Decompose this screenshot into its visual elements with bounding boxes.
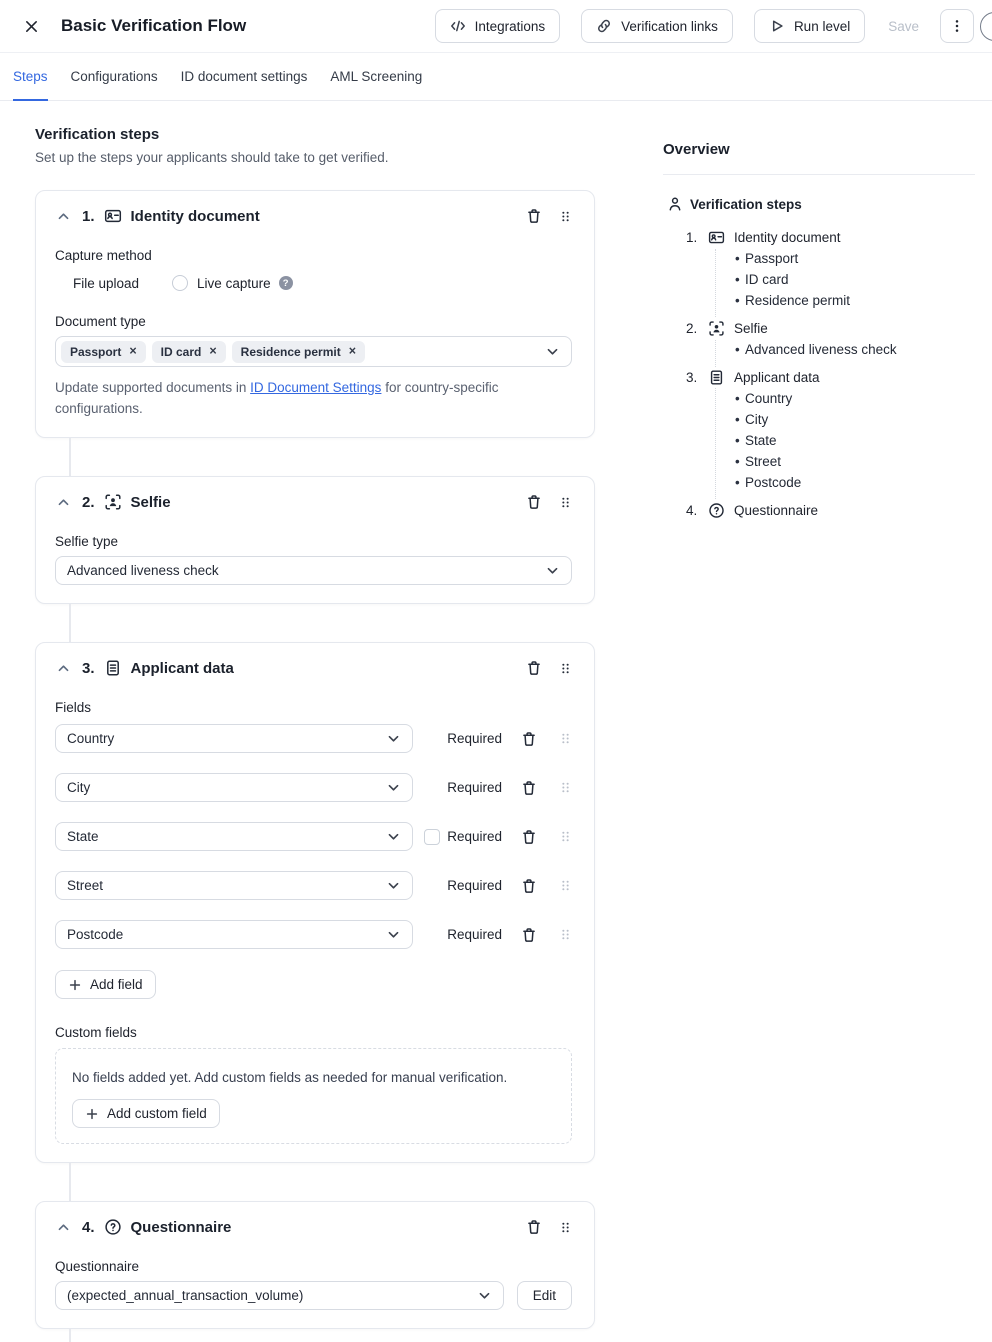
run-level-label: Run level bbox=[793, 18, 851, 34]
drag-dots-icon bbox=[559, 781, 572, 794]
overview-step-number: 3. bbox=[686, 370, 698, 385]
selfie-icon bbox=[708, 318, 725, 339]
chevron-up-icon bbox=[56, 1220, 71, 1235]
selfie-type-label: Selfie type bbox=[55, 534, 119, 549]
question-circle-icon bbox=[104, 1218, 122, 1236]
field-select[interactable] bbox=[55, 724, 413, 753]
field-select-value: Street bbox=[67, 878, 104, 893]
step-connector bbox=[69, 1329, 71, 1342]
bullet-text: • Country bbox=[745, 391, 793, 406]
field-row-city bbox=[55, 773, 572, 802]
delete-field-button[interactable] bbox=[521, 927, 537, 943]
delete-field-button[interactable] bbox=[521, 878, 537, 894]
chevron-down-icon bbox=[386, 927, 401, 942]
collapse-button[interactable] bbox=[55, 208, 71, 224]
field-row-street bbox=[55, 871, 572, 900]
overview-step-number: 2. bbox=[686, 321, 698, 336]
questionnaire-value: (expected_annual_transaction_volume) bbox=[67, 1288, 304, 1303]
overview-step-questionnaire bbox=[663, 500, 975, 521]
drag-handle[interactable] bbox=[559, 496, 572, 509]
edit-questionnaire-button[interactable]: Edit bbox=[517, 1281, 572, 1310]
field-row-postcode bbox=[55, 920, 572, 949]
integrations-button[interactable] bbox=[435, 9, 561, 43]
chevron-down-icon bbox=[386, 731, 401, 746]
overview-step-number: 1. bbox=[686, 230, 698, 245]
chevron-down-icon bbox=[545, 563, 560, 578]
avatar[interactable] bbox=[980, 12, 992, 41]
step-card-identity-document bbox=[35, 190, 595, 438]
integrations-label: Integrations bbox=[474, 18, 546, 34]
selfie-type-select[interactable] bbox=[55, 556, 572, 585]
chevron-down-icon bbox=[386, 878, 401, 893]
step-card-questionnaire bbox=[35, 1201, 595, 1329]
run-level-button[interactable] bbox=[754, 9, 865, 43]
steps-column bbox=[35, 126, 595, 1342]
step-number: 2. bbox=[82, 493, 95, 511]
drag-dots-icon bbox=[559, 662, 572, 675]
drag-dots-icon bbox=[559, 879, 572, 892]
overview-step-title: Questionnaire bbox=[734, 503, 819, 518]
step-card-header bbox=[55, 1218, 572, 1236]
required-label: Required bbox=[447, 927, 502, 942]
bullet-text: • State bbox=[745, 433, 777, 448]
overview-bullet bbox=[663, 339, 975, 360]
drag-handle[interactable] bbox=[559, 662, 572, 675]
chevron-down-icon bbox=[386, 780, 401, 795]
id-card-icon bbox=[104, 207, 122, 225]
bullet-text: • ID card bbox=[745, 272, 789, 287]
questionnaire-label: Questionnaire bbox=[55, 1259, 140, 1274]
step-card-header bbox=[55, 659, 572, 677]
overview-step-header bbox=[663, 500, 975, 521]
drag-handle[interactable] bbox=[559, 1221, 572, 1234]
close-icon bbox=[23, 18, 40, 35]
bullet-text: • Residence permit bbox=[745, 293, 851, 308]
field-select[interactable] bbox=[55, 871, 413, 900]
link-icon bbox=[596, 18, 612, 34]
field-select[interactable] bbox=[55, 773, 413, 802]
id-document-settings-link[interactable]: ID Document Settings bbox=[250, 380, 382, 395]
collapse-button[interactable] bbox=[55, 494, 71, 510]
trash-icon bbox=[526, 1219, 542, 1235]
capture-method-options bbox=[55, 275, 572, 291]
add-custom-field-label: Add custom field bbox=[107, 1106, 207, 1121]
document-type-help-text bbox=[55, 377, 513, 419]
step-number: 3. bbox=[82, 659, 95, 677]
required-checkbox[interactable] bbox=[424, 829, 440, 845]
field-select-value: Country bbox=[67, 731, 115, 746]
field-select-value: City bbox=[67, 780, 91, 795]
remove-tag-icon[interactable]: × bbox=[129, 344, 137, 359]
overview-section-title: Verification steps bbox=[690, 196, 802, 212]
drag-dots-icon bbox=[559, 732, 572, 745]
delete-step-button[interactable] bbox=[526, 494, 542, 510]
required-label: Required bbox=[447, 731, 502, 746]
trash-icon bbox=[521, 780, 537, 796]
tab-configurations[interactable]: Configurations bbox=[70, 68, 158, 84]
add-field-label: Add field bbox=[90, 977, 143, 992]
tag-passport bbox=[61, 341, 146, 363]
kebab-icon bbox=[949, 18, 965, 34]
tag-label: ID card bbox=[160, 344, 202, 359]
plus-icon bbox=[85, 1107, 99, 1121]
chevron-up-icon bbox=[56, 661, 71, 676]
overview-panel bbox=[663, 126, 975, 1342]
plus-icon bbox=[68, 978, 82, 992]
trash-icon bbox=[521, 731, 537, 747]
bullet-text: • Passport bbox=[745, 251, 799, 266]
step-title: Applicant data bbox=[130, 659, 234, 677]
custom-fields-empty-state bbox=[55, 1048, 572, 1144]
overview-step-identity-document bbox=[663, 227, 975, 311]
overview-section-header bbox=[663, 196, 975, 212]
code-icon bbox=[450, 18, 466, 34]
tag-residence-permit bbox=[232, 341, 365, 363]
tab-id-document-settings[interactable]: ID document settings bbox=[180, 68, 308, 84]
overview-step-header bbox=[663, 227, 975, 248]
bullet-text: • Postcode bbox=[745, 475, 802, 490]
selfie-type-value: Advanced liveness check bbox=[67, 563, 219, 578]
step-title: Questionnaire bbox=[130, 1218, 232, 1236]
tag-id-card bbox=[152, 341, 226, 363]
tab-aml-screening[interactable]: AML Screening bbox=[330, 68, 423, 84]
delete-step-button[interactable] bbox=[526, 208, 542, 224]
field-select-value: State bbox=[67, 829, 99, 844]
bullet-text: • City bbox=[745, 412, 769, 427]
bullet-text: • Advanced liveness check bbox=[745, 342, 897, 357]
overview-bullet bbox=[663, 388, 975, 409]
verification-links-button[interactable] bbox=[581, 9, 733, 43]
live-capture-radio[interactable] bbox=[172, 275, 188, 291]
capture-method-label: Capture method bbox=[55, 248, 152, 263]
tag-label: Residence permit bbox=[240, 344, 341, 359]
step-number: 1. bbox=[82, 207, 95, 225]
trash-icon bbox=[521, 927, 537, 943]
field-select[interactable] bbox=[55, 920, 413, 949]
divider bbox=[663, 174, 975, 175]
overview-bullet bbox=[663, 290, 975, 311]
add-field-button[interactable] bbox=[55, 970, 156, 999]
drag-dots-icon bbox=[559, 928, 572, 941]
step-number: 4. bbox=[82, 1218, 95, 1236]
tab-bar bbox=[0, 53, 992, 101]
drag-handle[interactable] bbox=[559, 830, 572, 843]
section-heading: Verification steps bbox=[35, 126, 160, 143]
drag-dots-icon bbox=[559, 210, 572, 223]
window-header bbox=[0, 0, 992, 53]
delete-field-button[interactable] bbox=[521, 731, 537, 747]
delete-step-button[interactable] bbox=[526, 1219, 542, 1235]
verification-links-label: Verification links bbox=[621, 18, 718, 34]
header-actions bbox=[435, 9, 974, 43]
section-subheading: Set up the steps your applicants should take to get verified. bbox=[35, 150, 389, 165]
overview-bullet bbox=[663, 451, 975, 472]
chevron-up-icon bbox=[56, 495, 71, 510]
page-title: Basic Verification Flow bbox=[61, 16, 247, 35]
drag-handle[interactable] bbox=[559, 879, 572, 892]
drag-dots-icon bbox=[559, 1221, 572, 1234]
document-list-icon bbox=[708, 367, 725, 388]
drag-handle[interactable] bbox=[559, 732, 572, 745]
drag-handle[interactable] bbox=[559, 928, 572, 941]
step-card-selfie bbox=[35, 476, 595, 604]
overview-bullet bbox=[663, 248, 975, 269]
chevron-down-icon bbox=[386, 829, 401, 844]
drag-dots-icon bbox=[559, 830, 572, 843]
tag-label: Passport bbox=[70, 344, 122, 359]
overview-step-header bbox=[663, 318, 975, 339]
overview-bullet bbox=[663, 430, 975, 451]
fields-label: Fields bbox=[55, 700, 92, 715]
delete-step-button[interactable] bbox=[526, 660, 542, 676]
add-custom-field-button[interactable] bbox=[72, 1099, 220, 1128]
delete-field-button[interactable] bbox=[521, 829, 537, 845]
overview-step-title: Identity document bbox=[734, 230, 841, 245]
trash-icon bbox=[526, 660, 542, 676]
remove-tag-icon[interactable]: × bbox=[209, 344, 217, 359]
trash-icon bbox=[526, 208, 542, 224]
question-circle-icon bbox=[708, 500, 725, 521]
bullet-text: • Street bbox=[745, 454, 782, 469]
help-text-after: for country-specific configurations. bbox=[55, 380, 499, 416]
help-text-before: Update supported documents in bbox=[55, 380, 251, 395]
chevron-down-icon bbox=[477, 1288, 492, 1303]
step-title: Identity document bbox=[130, 207, 260, 225]
drag-dots-icon bbox=[559, 496, 572, 509]
chevron-up-icon bbox=[56, 209, 71, 224]
drag-handle[interactable] bbox=[559, 781, 572, 794]
trash-icon bbox=[521, 829, 537, 845]
delete-field-button[interactable] bbox=[521, 780, 537, 796]
overview-step-title: Selfie bbox=[734, 321, 768, 336]
overview-step-applicant-data bbox=[663, 367, 975, 493]
tab-steps[interactable]: Steps bbox=[13, 53, 48, 101]
file-upload-option[interactable]: File upload bbox=[73, 275, 140, 291]
play-icon bbox=[769, 18, 785, 34]
field-select-value: Postcode bbox=[67, 927, 124, 942]
required-label: Required bbox=[447, 829, 502, 844]
document-list-icon bbox=[104, 659, 122, 677]
document-type-label: Document type bbox=[55, 314, 146, 329]
live-capture-option[interactable]: Live capture bbox=[197, 275, 271, 291]
trash-icon bbox=[526, 494, 542, 510]
overview-bullet bbox=[663, 269, 975, 290]
step-card-applicant-data bbox=[35, 642, 595, 1163]
questionnaire-select[interactable] bbox=[55, 1281, 504, 1310]
save-button[interactable]: Save bbox=[888, 18, 919, 34]
step-connector bbox=[69, 1163, 71, 1201]
step-connector bbox=[69, 604, 71, 642]
required-label: Required bbox=[447, 878, 502, 893]
collapse-button[interactable] bbox=[55, 1219, 71, 1235]
required-label: Required bbox=[447, 780, 502, 795]
empty-state-text: No fields added yet. Add custom fields as needed for manual verification. bbox=[72, 1070, 508, 1085]
help-icon[interactable]: ? bbox=[279, 276, 293, 290]
field-row-country bbox=[55, 724, 572, 753]
overview-bullet bbox=[663, 472, 975, 493]
document-type-tags bbox=[61, 341, 365, 363]
step-card-header bbox=[55, 207, 572, 225]
step-title: Selfie bbox=[130, 493, 171, 511]
overview-heading: Overview bbox=[663, 141, 730, 158]
collapse-button[interactable] bbox=[55, 660, 71, 676]
close-button[interactable] bbox=[16, 11, 46, 41]
document-type-select[interactable] bbox=[55, 336, 572, 367]
more-options-button[interactable] bbox=[940, 9, 974, 43]
overview-step-header bbox=[663, 367, 975, 388]
field-select[interactable] bbox=[55, 822, 413, 851]
overview-steps-list bbox=[663, 227, 975, 521]
chevron-down-icon bbox=[545, 344, 560, 359]
overview-bullet bbox=[663, 409, 975, 430]
trash-icon bbox=[521, 878, 537, 894]
overview-step-title: Applicant data bbox=[734, 370, 820, 385]
custom-fields-label: Custom fields bbox=[55, 1025, 137, 1040]
selfie-icon bbox=[104, 493, 122, 511]
main-content bbox=[0, 101, 992, 1342]
field-row-state bbox=[55, 822, 572, 851]
person-icon bbox=[667, 196, 683, 212]
step-card-header bbox=[55, 493, 572, 511]
overview-step-selfie bbox=[663, 318, 975, 360]
id-card-icon bbox=[708, 227, 725, 248]
overview-step-number: 4. bbox=[686, 503, 698, 518]
step-connector bbox=[69, 438, 71, 476]
drag-handle[interactable] bbox=[559, 210, 572, 223]
questionnaire-row bbox=[55, 1281, 572, 1310]
remove-tag-icon[interactable]: × bbox=[348, 344, 357, 359]
